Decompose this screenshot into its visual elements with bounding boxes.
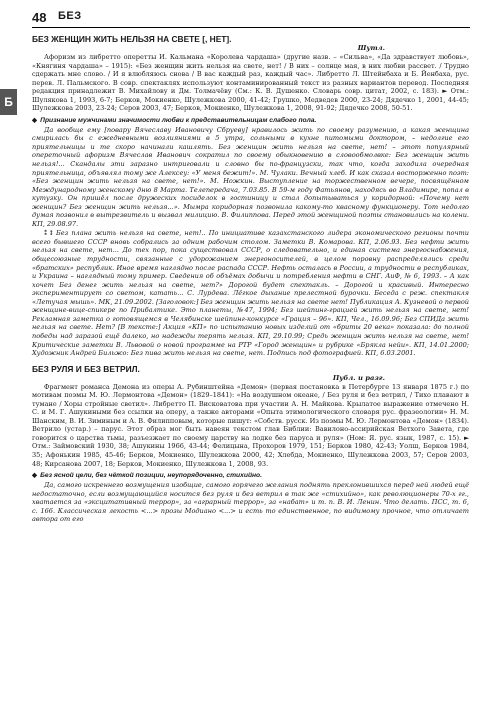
header-rule [32,27,470,28]
entry-body: Афоризм из либретто оперетты И. Кальмана «Королева чардаша» (другие назв. – «Сильва», «Да здравствует любовь», «Княгиня чардаша» – 1915): «Без женщин жить нельзя на свете, нет! / В них – солнце мая, в них любви рассвет. / Трудно сдержать мне слово. / И я влюбляюсь снова / В вас каждый раз, каждый час». Либретто Л. Штейнбаха и Б. Йенбаха, рус. перев. Л. Пальмского. В совр. спектаклях используют контаминированный текст из разных вариантов перевод. Последняя редакция принадлежит В. Михайлову и Дм. Толмачёву (См.: К. В. Душенко. Словарь совр. цитат, 2002, с. 183). ► Отм.: Шуляковa 1, 1993, 6-7; Берков, Мокиенко, Шулежкова 2000, 41-42; Грушко, Медведев 2000, 23-24; Дядечко 1, 2001, 44-45; Шулежкова 2003, 23-24; Серов 2003, 47; Берков, Мокиенко, Шулежкова 1, 2008, 91-92; Дядечко 2008, 50-51. [32,53,469,113]
meaning-heading [32,116,469,125]
transformation-icon: ⁑↕ [44,229,54,238]
citation-text: Да вообще ему [повару Вячеславу Ивановичу Сбруеву] нравилось жить по своему разумению, а какая женщина смирилась бы с ежедневными возлияниями в 5 утра, сольными в кухне питомыми доктором, – недолгие его приятельницы и те скоро начинали кашлять. Без женщин жить нельзя на свете, нет! – этот популярный опереточный афоризм Вячеслав Иванович сократил по своему обыкновению в словообмолвке: Без женщин жить нельзя!... Скандалы эти заразно интриговали и словно бы по-французски, так что, когда заходила очередная приятельница, объявлял тому же Алексеу: «У меня бежит!». М. Чулаки. Вечный хлеб. И как сказал восторженно поэт: «Без женщин жить нельзя на свете, нет!». М. Ножкин. Выступление на торжественном вечере, посвящённом Международному женскому дню 8 Марта. Телепередача, 7.03.85. В 59-м году Фатьянов, находясь во Владимире, попал в кутузку. Он пришёл после дружеских посиделок в гостиницу и стал допытываться у коридорной: «Почему нет женщин? Без женщин жить нельзя...». Мымра коридорная позвонила какому-то квасному функционеру. Тот недолго думая позвонил в вытрезвитель и вызвал милицию. В. Филиппова. Перед этой женщиной поэты становились на колени. КП, 29.08.97. [32,125,469,228]
meaning-heading-2 [32,471,469,480]
entry-title: БЕЗ ЖЕНЩИН ЖИТЬ НЕЛЬЗЯ НА СВЕТЕ [, НЕТ]. [32,34,232,44]
meaning-text-2: Без ясной цели, без чёткой позиции, неупорядоченно, стихийно. [40,472,263,480]
citation-text-2: Да, самого искреннего возмущения изобщие, самого горячего желания поднять преклонившихся перед ней людей ещё недостаточно, если возмущающийся носится без руля и без ветрил в так же «стихийно», как революционеры 70-х гг., хватается за «эксцитативный террор», за «аграрный террор», за «набат» и т. п. В. И. Ленин. Что делать. ПСС, т. 6, с. 166. Классическая лекость <...> прозы Модиано <...> и есть то единственное, по видимому прочное, что отличает автора от его [32,481,469,524]
usage-mark: Шутл. [357,44,385,52]
diamond-icon: ◆ [32,116,38,124]
running-head: БЕЗ [58,10,82,22]
citation-block [32,126,469,229]
side-tab: Б [0,89,17,115]
entry-title-2: БЕЗ РУЛЯ И БЕЗ ВЕТРИЛ. [32,363,140,374]
transformation-text: Без плана жить нельзя на свете, нет!.. По инициативе казахстанского лидера экономического регионы почти всего бывшего СССР вновь собрались за одним рабочим столом. Заметки В. Комарова. КП, 2.06.93. Без нефти жить нельзя на свете, нет... До тех пор, пока существовал СССР, о следовательно, и единая система энергоснабжения, общесоюзные трудности, связанные с удорожанием энергоносителей, в целом поровну распределялись среди «братских» республик. Иное время наглядно после распада СССР. Нефть осталась в России, а трудности в республиках, и Украина – наглядный тому пример. Сведения об объёмах добычи и потребления нефти в СНГ. АиФ, № 6, 1993. – А как хочет Без денег жить нельзя на свете, нет?» Дорогой будет спектакль. – Дорогой и красивый. Интересно экспериментирует со светом, катать... С. Лурдева. Лёгкое дыхание прелестной бурочки. Беседа с реж. спектакля «Летучая мышь». МК, 21.09.2002. [Заголовок:] Без женщин жить нельзя на свете нет! Публикация А. Кузневой о первой женщине-вице-спикере по Прибалтике. Это планеты, №47, 1994; Без шейпинг-грацией жить нельзя на свете, нет! Рекламная заметка о готовящемся в Челябинске шейпинг-конкурсе «Грация – 96». КП, Чел., 16.09.96; Без СПИДа жить нельзя на свете. Нет? [В тексте:] Акция «КП» по испытанию новых изделий от «бриты 20 века» показала: до полной победы над заразой ещё далеко, но надежды терять нельзя. КП, 29.10.99; Средь женщин жить нельзя на свете, нет! Критические заметки В. Львовой о новой программе на РТР «Город женщин» и рубрике «Брякла нейи». КП, 14.01.2000; Художник Андрей Бильжо: Без пива жить нельзя на свете, нет. Подпись под фотографией. КП, 6.03.2001. [32,229,469,358]
citation-block-2 [32,481,469,524]
diamond-icon: ◆ [32,472,38,480]
page-number: 48 [32,10,47,25]
meaning-text: Признание мужчинами значимости любви к представительницам слабого пола. [40,116,317,124]
page-content [32,30,469,524]
entry-body-2: Фрагмент романса Демона из оперы А. Рубинштейна «Демон» (первая постановка в Петербурге 13 января 1875 г.) по мотивам поэмы М. Ю. Лермонтова «Демон» (1829–1841): «На воздушном океане, / Без руля и без ветрил, / Тихо плавают в тумане / Хоры стройные светил». Либретто П. Висковатова при участии А. Н. Майкова. Крылатое выражение отмечено Н. С. и М. Г. Ашукиными без ссылки на оперу, а также авторами «Опыта этимологического словаря рус. фразеологии» Н. М. Шанским, В. И. Зиминым и А. В. Филипповым, которые пишут: «Собств. русск. Из поэмы М. Ю. Лермонтова «Демон» (1834). Ветрило (устар.) – парус. Этот образ мог быть навеян текстом глав Библии: Вавилоно-ассирийская Ветхого Завета, где говорится о царства тьмы, разъезжает по своему царству на лодке без паруса и руля» (Ном: Я. рус. язык, 1987, с. 15). ► Отм.: Займовский 1930, 38; Ашукины 1966, 43-44; Фелицына, Прохоров 1979, 151; Берков 1980, 42-43; Уолш, Берков 1984, 35; Афонькин 1985, 45-46; Берков, Мокиенко, Шулежкова 2000, 42; Хлебда, Мокиенко, Шулежкова 2003, 57; Серов 2003, 48; Кирсанова 2007, 18; Берков, Мокиенко, Шулежкова 1, 2008, 93. [32,382,469,468]
transformation-block [32,229,469,357]
usage-mark-2: Публ. и разг. [332,373,385,382]
